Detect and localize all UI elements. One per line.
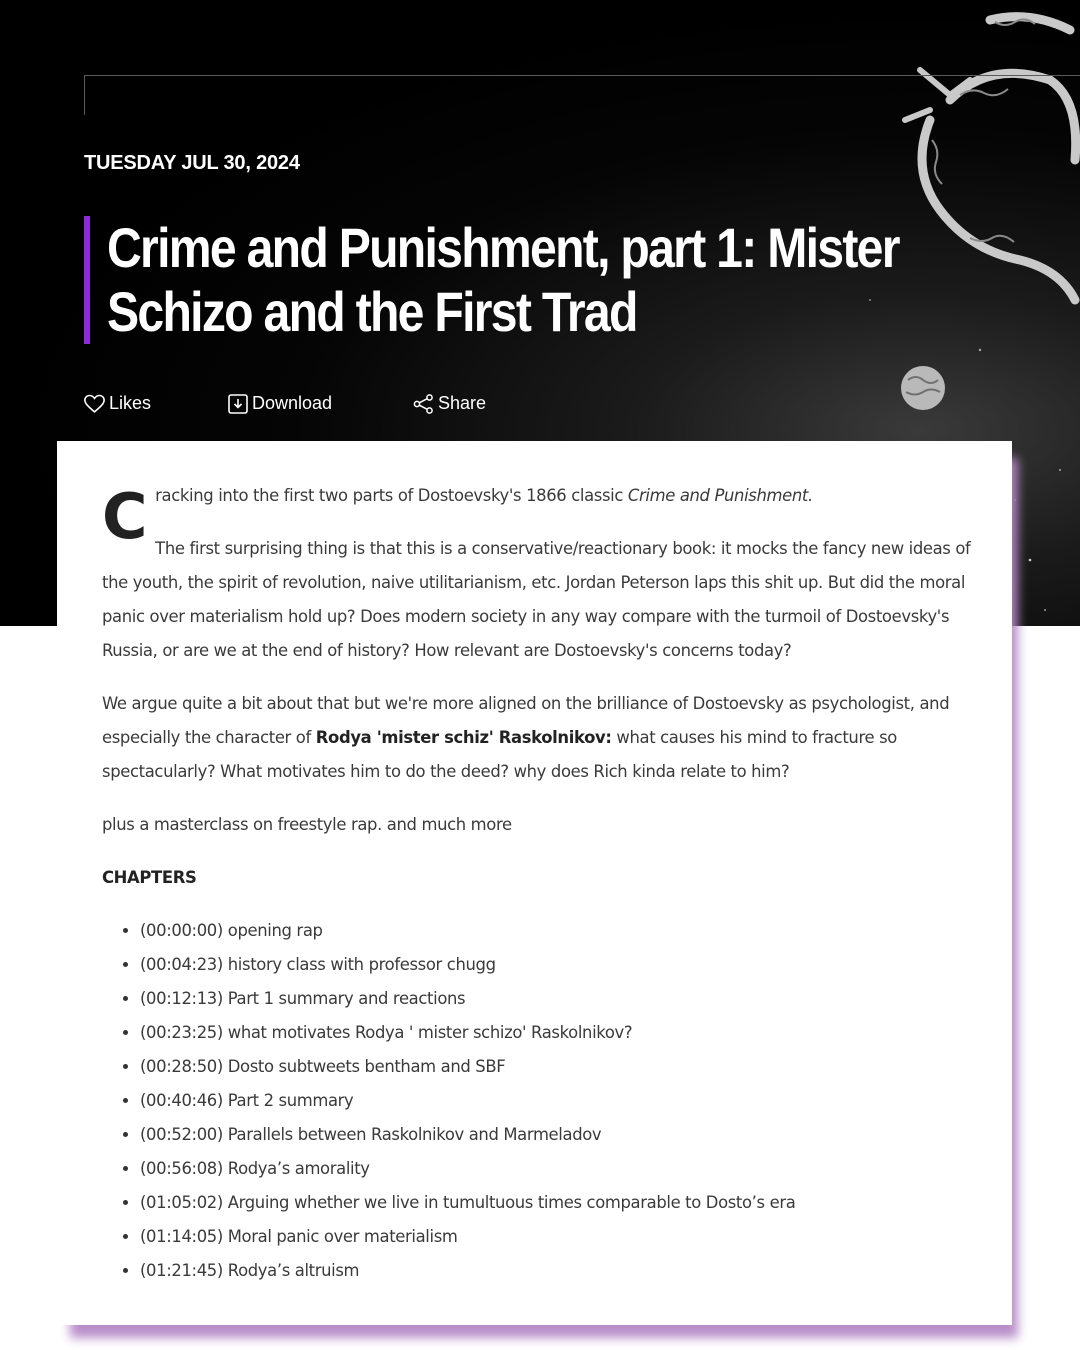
description-paragraph-4: plus a masterclass on freestyle rap. and much more: [102, 815, 512, 834]
download-label: Download: [252, 393, 333, 413]
chapters-heading: CHAPTERS: [102, 868, 197, 887]
download-button[interactable]: [228, 393, 332, 414]
episode-date: TUESDAY JUL 30, 2024: [84, 152, 300, 174]
p3-text-after: what causes his mind to fracture so spectacularly? What motivates him to do the deed? why does Rich kinda relate to him?: [102, 728, 897, 781]
share-icon: [413, 394, 434, 414]
chapter-item: • (01:14:05) Moral panic over materialism: [140, 1220, 972, 1254]
chapter-item: • (00:04:23) history class with professor chugg: [140, 948, 972, 982]
description-paragraph-3: [102, 687, 972, 789]
chapter-item: • (00:23:25) what motivates Rodya ' mister schizo' Raskolnikov?: [140, 1016, 972, 1050]
description-paragraph-2: The first surprising thing is that this is a conservative/reactionary book: it mocks the fancy new ideas of the youth, the spirit of revolution, naive utilitarianism, etc. Jordan Peterson laps this shit up. But did the moral panic over materialism hold up? Does modern society in any way compare with the turmoil of Dostoevsky's Russia, or are we at the end of history? How relevant are Dostoevsky's concerns today?: [102, 539, 971, 660]
share-label: Share: [438, 393, 487, 413]
chapter-list: [102, 914, 972, 1288]
chapter-item: • (00:52:00) Parallels between Raskolnikov and Marmeladov: [140, 1118, 972, 1152]
header-rule-decoration: [84, 75, 1080, 115]
share-button[interactable]: [413, 393, 486, 414]
chapter-item: • (01:05:02) Arguing whether we live in tumultuous times comparable to Dosto’s era: [140, 1186, 972, 1220]
intro-paragraph: [102, 479, 972, 513]
p3-text-before: We argue quite a bit about that but we're more aligned on the brilliance of Dostoevsky as psychologist, and especially the character of: [102, 694, 950, 747]
likes-label: Likes: [109, 393, 152, 413]
intro-text: racking into the first two parts of Dostoevsky's 1866 classic: [155, 486, 628, 505]
chapter-item: • (01:21:45) Rodya’s altruism: [140, 1254, 972, 1288]
heart-icon: [84, 394, 105, 414]
episode-title: Crime and Punishment, part 1: Mister Schizo and the First Trad: [107, 216, 899, 343]
chapter-item: • (00:12:13) Part 1 summary and reactions: [140, 982, 972, 1016]
chapter-item: • (00:28:50) Dosto subtweets bentham and SBF: [140, 1050, 972, 1084]
chapter-item: • (00:40:46) Part 2 summary: [140, 1084, 972, 1118]
drop-cap: C: [102, 480, 148, 553]
chapter-item: • (00:56:08) Rodya’s amorality: [140, 1152, 972, 1186]
episode-title-block: [84, 216, 987, 344]
download-icon: [228, 394, 248, 414]
chapter-item: • (00:00:00) opening rap: [140, 914, 972, 948]
likes-button[interactable]: [84, 393, 151, 414]
episode-description-card: [57, 441, 1012, 1325]
book-title-italic: Crime and Punishment.: [627, 486, 813, 505]
p3-character-name: Rodya 'mister schiz' Raskolnikov:: [315, 728, 612, 747]
